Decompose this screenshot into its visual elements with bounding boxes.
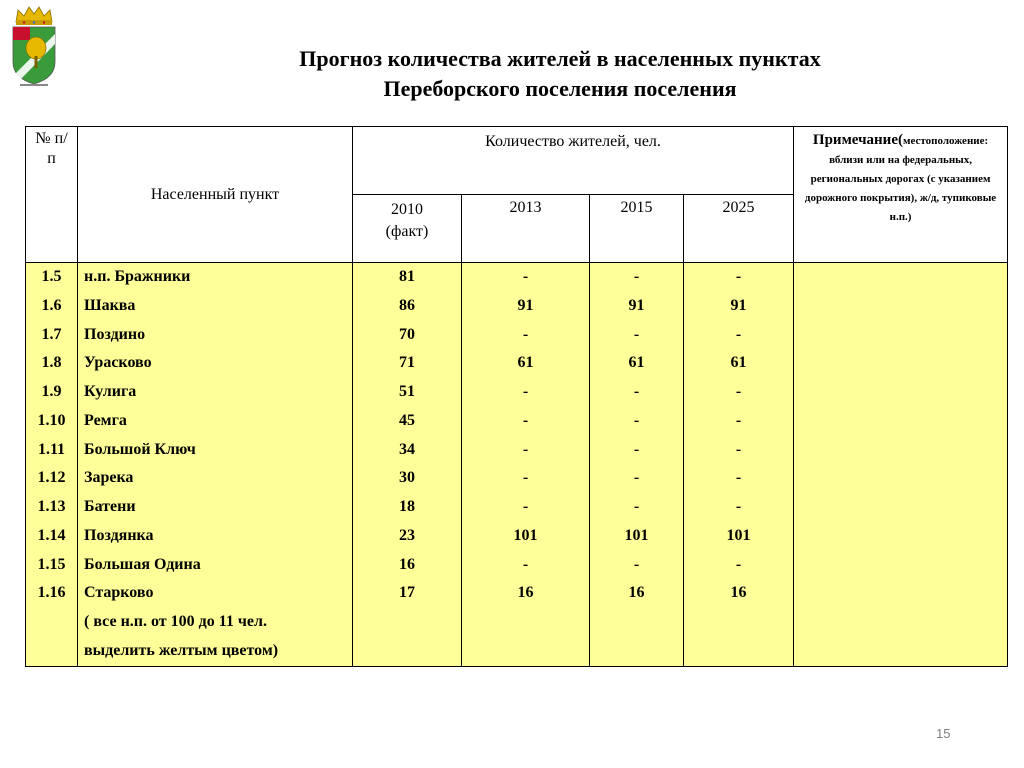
row-y2025: 91 — [730, 296, 747, 314]
page-number: 15 — [936, 726, 951, 741]
row-num: 1.7 — [41, 325, 62, 343]
row-y2015: 91 — [628, 296, 645, 314]
row-y2025: 61 — [730, 354, 747, 372]
header-note-title: Примечание( — [812, 132, 903, 148]
y2015-column — [590, 263, 684, 667]
row-y2015: 61 — [628, 354, 645, 372]
settlement-column — [78, 263, 353, 667]
row-y2015: - — [633, 383, 640, 400]
y2025-column — [684, 263, 794, 667]
row-y2010: 16 — [399, 555, 415, 573]
header-num-label: № п/п — [35, 130, 68, 167]
row-y2010: 51 — [399, 383, 415, 400]
row-settlement: Поздянка — [84, 526, 154, 544]
row-num: 1.12 — [37, 469, 66, 487]
row-settlement: Большой Ключ — [84, 440, 196, 458]
row-num: 1.5 — [41, 268, 62, 285]
row-num: 1.8 — [41, 354, 62, 372]
row-settlement: Зарека — [84, 469, 134, 487]
header-note-body: местоположение: вблизи или на федеральных, региональных дорогах (с указанием дорожного покрытия), ж/д, тупиковые н.п.) — [804, 135, 997, 223]
header-year-2015 — [590, 195, 684, 263]
row-y2013: - — [522, 268, 529, 285]
row-y2010: 81 — [399, 268, 415, 285]
header-note — [794, 127, 1008, 263]
row-settlement: Ремга — [84, 411, 127, 429]
row-y2010: 70 — [399, 325, 415, 343]
row-settlement: Старково — [84, 584, 154, 602]
crown-icon — [16, 7, 52, 25]
row-y2015: - — [633, 440, 640, 458]
y2013-column — [462, 263, 590, 667]
coat-of-arms-logo — [6, 4, 62, 88]
header-year-2015-label: 2015 — [620, 199, 653, 216]
row-y2025: - — [735, 555, 742, 573]
row-y2025: - — [735, 268, 742, 285]
num-list — [26, 263, 77, 608]
row-y2015: - — [633, 268, 640, 285]
row-y2013: - — [522, 440, 529, 458]
footnote-line-2: выделить желтым цветом) — [84, 641, 279, 659]
settlement-list — [78, 263, 352, 666]
row-settlement: Урасково — [84, 354, 152, 372]
row-num: 1.6 — [41, 296, 62, 314]
row-y2025: - — [735, 411, 742, 429]
row-y2025: - — [735, 383, 742, 400]
page-title — [150, 44, 970, 104]
row-y2025: 16 — [730, 584, 747, 602]
row-y2010: 34 — [399, 440, 415, 458]
note-column — [794, 263, 1008, 667]
population-table — [25, 126, 1008, 667]
row-settlement: Большая Одина — [84, 555, 201, 573]
row-y2025: - — [735, 498, 742, 515]
row-y2025: - — [735, 469, 742, 487]
row-y2010: 86 — [399, 296, 415, 314]
row-y2010: 23 — [399, 526, 415, 544]
row-y2015: - — [633, 469, 640, 487]
row-y2010: 71 — [399, 354, 415, 372]
row-y2015: 16 — [628, 584, 645, 602]
row-num: 1.10 — [37, 411, 66, 429]
row-y2013: - — [522, 555, 529, 573]
header-settlement-label: Населенный пункт — [150, 185, 280, 203]
row-settlement: Шаква — [84, 296, 136, 314]
y2010-list — [353, 263, 461, 608]
y2013-list — [462, 263, 589, 608]
row-y2013: - — [522, 325, 529, 343]
header-year-2013 — [462, 195, 590, 263]
row-y2013: - — [522, 411, 529, 429]
row-y2015: - — [633, 411, 640, 429]
header-settlement — [78, 127, 353, 263]
footnote-line-1: ( все н.п. от 100 до 11 чел. — [84, 613, 267, 630]
row-y2010: 18 — [399, 498, 415, 515]
header-count-label: Количество жителей, чел. — [485, 133, 661, 150]
header-year-2025-label: 2025 — [722, 199, 755, 216]
row-y2015: 101 — [624, 526, 649, 544]
row-y2010: 17 — [399, 584, 415, 602]
header-year-2010-label: 2010 (факт) — [385, 201, 429, 240]
row-y2025: - — [735, 325, 742, 343]
row-y2015: - — [633, 555, 640, 573]
row-settlement: Кулига — [84, 383, 137, 400]
row-y2013: 101 — [513, 526, 538, 544]
row-y2015: - — [633, 325, 640, 343]
header-year-2013-label: 2013 — [509, 199, 542, 216]
y2010-column — [353, 263, 462, 667]
row-num: 1.13 — [37, 498, 66, 515]
row-y2013: - — [522, 469, 529, 487]
row-num: 1.14 — [37, 526, 66, 544]
header-year-2025 — [684, 195, 794, 263]
row-num: 1.11 — [37, 440, 66, 458]
row-y2013: - — [522, 383, 529, 400]
row-settlement: Поздино — [84, 325, 146, 343]
row-y2010: 30 — [399, 469, 415, 487]
row-settlement: н.п. Бражники — [84, 268, 191, 285]
title-line-2: Переборского поселения поселения — [383, 76, 737, 101]
row-y2015: - — [633, 498, 640, 515]
header-num — [26, 127, 78, 263]
row-num: 1.9 — [41, 383, 62, 400]
y2015-list — [590, 263, 683, 608]
header-year-2010 — [353, 195, 462, 263]
row-y2025: 101 — [726, 526, 751, 544]
row-y2025: - — [735, 440, 742, 458]
row-settlement: Батени — [84, 498, 136, 515]
row-y2010: 45 — [399, 411, 415, 429]
num-column — [26, 263, 78, 667]
row-num: 1.15 — [37, 555, 66, 573]
row-y2013: 16 — [517, 584, 534, 602]
row-y2013: - — [522, 498, 529, 515]
title-line-1: Прогноз количества жителей в населенных пунктах — [299, 46, 821, 71]
y2025-list — [684, 263, 793, 608]
header-count — [353, 127, 794, 195]
row-num: 1.16 — [37, 584, 66, 602]
row-y2013: 91 — [517, 296, 534, 314]
row-y2013: 61 — [517, 354, 534, 372]
